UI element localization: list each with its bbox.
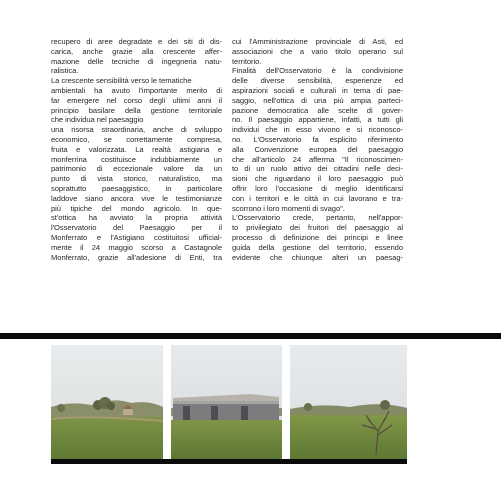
text-line: l'Osservatorio del Paesaggio per il bbox=[51, 223, 222, 233]
text-line: scorrono i loro momenti di svago". bbox=[232, 203, 345, 213]
text-line: Finalità dell'Osservatorio è la condivisione bbox=[232, 66, 403, 76]
text-line: processo di definizione dei principi e linee bbox=[232, 232, 403, 242]
text-line: aspirazioni sociali e culturali in tema di pae- bbox=[232, 85, 403, 95]
text-line: st'ottica ha avviato la propria attività bbox=[51, 213, 222, 223]
text-line: far emergere nel corso degli ultimi anni il bbox=[51, 95, 222, 105]
landscape-photo-tree bbox=[290, 345, 407, 459]
text-line: monferrina costituisce indubbiamente un bbox=[51, 154, 222, 164]
text-line: che all'articolo 24 afferma "Il riconoscimen- bbox=[232, 154, 403, 164]
text-line: più tipiche del mondo agricolo. In que- bbox=[51, 203, 222, 213]
text-line: cui l'Amministrazione provinciale di Asti, ed bbox=[232, 37, 403, 46]
text-column-right bbox=[232, 37, 403, 262]
text-line: Monferrato, grazie all'adesione di Enti, tra bbox=[51, 252, 222, 262]
text-line: che individua nel paesaggio bbox=[51, 115, 144, 125]
text-line: saggio, nell'ottica di una più ampia parteci- bbox=[232, 95, 403, 105]
text-line: to di un ruolo attivo dei cittadini nelle deci- bbox=[232, 164, 403, 174]
text-line: recupero di aree degradate e dei siti di dis- bbox=[51, 37, 222, 46]
text-line: punto di vista storico, naturalistico, ma bbox=[51, 174, 222, 184]
text-column-left bbox=[51, 37, 222, 262]
text-line: territorio. bbox=[232, 56, 262, 66]
text-line: sioni che riguardano il loro paesaggio può bbox=[232, 174, 403, 184]
text-line: no. L'Osservatorio fa esplicito riferimento bbox=[232, 134, 403, 144]
text-line: pazione democratica alle scelte di gover- bbox=[232, 105, 403, 115]
text-line: una risorsa straordinaria, anche di sviluppo bbox=[51, 125, 222, 135]
separator-rule-top bbox=[0, 333, 501, 339]
text-line: mente il 24 maggio scorso a Castagnole bbox=[51, 242, 222, 252]
text-line: delle diverse sensibilità, esperienze ed bbox=[232, 76, 403, 86]
text-line: alla Convenzione europea del paesaggio bbox=[232, 144, 403, 154]
text-line: soprattutto paesaggistico, in particolare bbox=[51, 183, 222, 193]
text-line: mazione delle tecniche di ingegneria natu- bbox=[51, 56, 222, 66]
text-line: La crescente sensibilità verso le tematiche bbox=[51, 76, 192, 86]
text-line: to privilegiato dei fruitori del paesaggio al bbox=[232, 223, 403, 233]
text-line: carica, anche grazie alla crescente affer- bbox=[51, 46, 222, 56]
text-line: ralistica. bbox=[51, 66, 79, 76]
text-line: fruita e valorizzata. La realtà astigiana e bbox=[51, 144, 222, 154]
text-line: Monferrato e l'Astigiano costituitosi ufficial- bbox=[51, 232, 222, 242]
landscape-photo-farm bbox=[51, 345, 163, 459]
separator-rule-bottom bbox=[51, 459, 407, 464]
text-line: associazioni che a vario titolo operano sul bbox=[232, 46, 403, 56]
text-line: L'Osservatorio crede, pertanto, nell'appor- bbox=[232, 213, 403, 223]
text-line: no. Il paesaggio appartiene, infatti, a tutti gli bbox=[232, 115, 403, 125]
landscape-photo-warehouse bbox=[171, 345, 282, 459]
text-line: laddove siano ancora vive le testimonianze bbox=[51, 193, 222, 203]
text-line: ambientali ha avuto l'importante merito di bbox=[51, 85, 222, 95]
text-line: guida della gestione del territorio, essendo bbox=[232, 242, 403, 252]
text-line: individui che in esso vivono e si riconosco- bbox=[232, 125, 403, 135]
text-line: patrimonio di eccezionale valore da un bbox=[51, 164, 222, 174]
text-line: economico, se correttamente compresa, bbox=[51, 134, 222, 144]
text-line: principio basilare della gestione territoriale bbox=[51, 105, 222, 115]
text-line: evidente che chiunque alteri un paesag- bbox=[232, 252, 403, 262]
text-line: con i territori e le città in cui lavorano e tra- bbox=[232, 193, 403, 203]
text-line: offrir loro l'occasione di meglio identificarsi bbox=[232, 183, 403, 193]
